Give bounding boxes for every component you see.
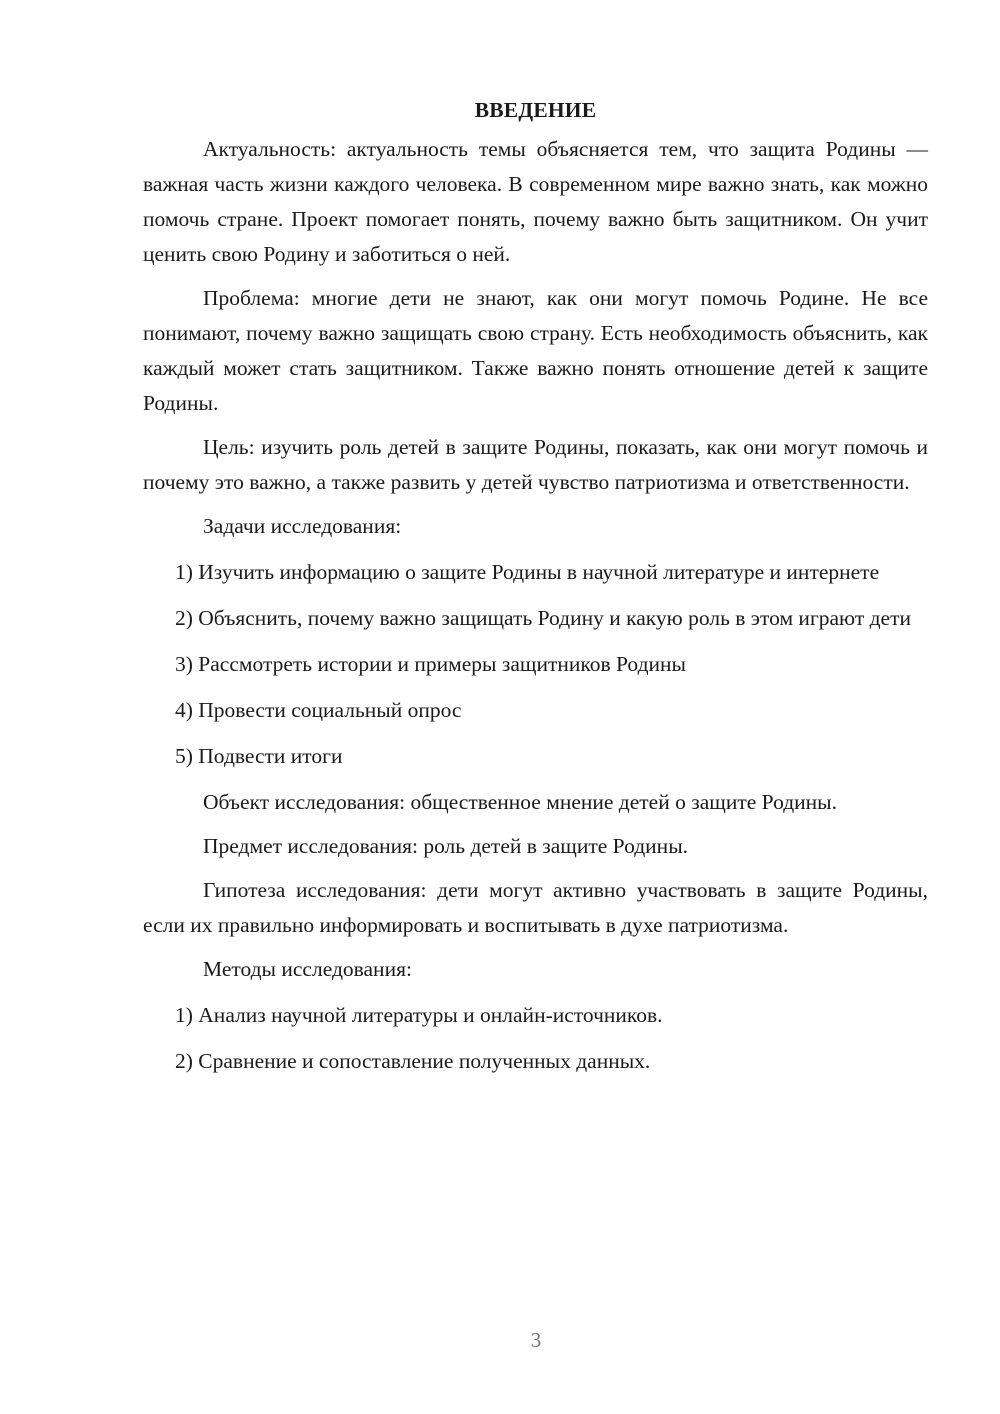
task-item: 5) Подвести итоги [175,744,343,768]
subject-paragraph: Предмет исследования: роль детей в защите Родины. [203,834,689,858]
methods-label: Методы исследования: [203,957,412,981]
object-paragraph: Объект исследования: общественное мнение детей о защите Родины. [203,790,837,814]
relevance-paragraph: Актуальность: актуальность темы объясняется тем, что защита Родины — важная часть жизни каждого человека. В современном мире важно знать, как можно помочь стране. Проект помогает понять, почему важно быть защитником. Он учит ценить свою Родину и заботиться о ней. [143,137,928,266]
task-item: 2) Объяснить, почему важно защищать Родину и какую роль в этом играют дети [175,606,911,630]
hypothesis-paragraph: Гипотеза исследования: дети могут активно участвовать в защите Родины, если их правильно информировать и воспитывать в духе патриотизма. [143,878,928,937]
task-item: 3) Рассмотреть истории и примеры защитников Родины [175,652,686,676]
task-item: 1) Изучить информацию о защите Родины в научной литературе и интернете [175,560,880,584]
page-number: 3 [530,1328,542,1352]
tasks-label: Задачи исследования: [203,514,402,538]
goal-paragraph: Цель: изучить роль детей в защите Родины, показать, как они могут помочь и почему это важно, а также развить у детей чувство патриотизма и ответственности. [143,435,928,494]
method-item: 1) Анализ научной литературы и онлайн-источников. [175,1003,663,1027]
document-body [143,93,928,1090]
section-heading: ВВЕДЕНИЕ [474,98,597,122]
task-item: 4) Провести социальный опрос [175,698,462,722]
problem-paragraph: Проблема: многие дети не знают, как они могут помочь Родине. Не все понимают, почему важно защищать свою страну. Есть необходимость объяснить, как каждый может стать защитником. Также важно понять отношение детей к защите Родины. [143,286,928,415]
method-item: 2) Сравнение и сопоставление полученных данных. [175,1049,651,1073]
